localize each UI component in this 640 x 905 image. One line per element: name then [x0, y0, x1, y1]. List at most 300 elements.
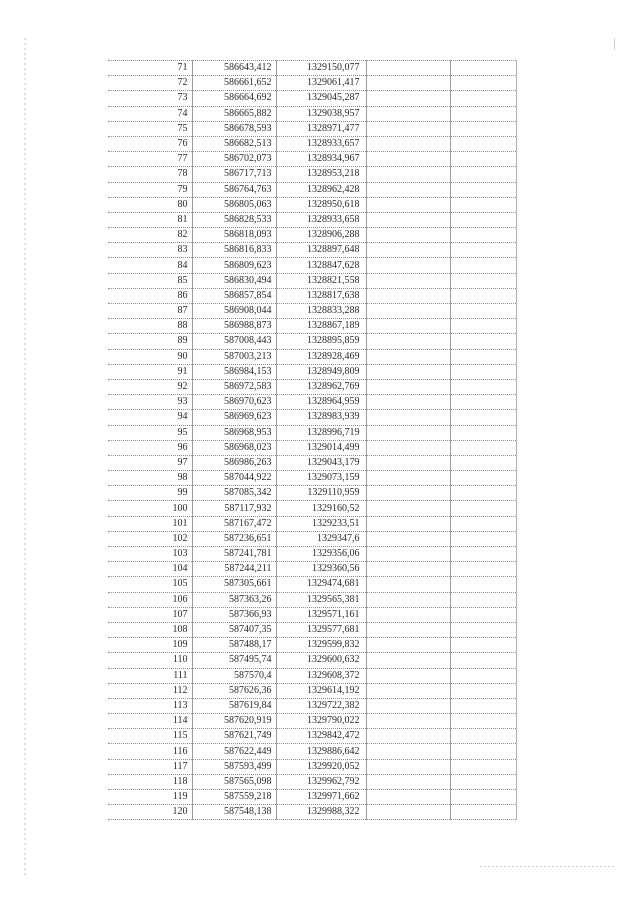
point-number-cell: 73	[108, 91, 192, 106]
point-number-cell: 93	[108, 395, 192, 410]
x-coordinate-cell: 587488,17	[192, 638, 276, 653]
empty-cell	[450, 440, 516, 455]
y-coordinate-cell: 1328933,658	[276, 212, 366, 227]
x-coordinate-cell: 587366,93	[192, 607, 276, 622]
y-coordinate-cell: 1328934,967	[276, 152, 366, 167]
x-coordinate-cell: 587167,472	[192, 516, 276, 531]
y-coordinate-cell: 1329886,642	[276, 744, 366, 759]
empty-cell	[366, 714, 450, 729]
table-row	[108, 653, 516, 668]
table-row	[108, 334, 516, 349]
x-coordinate-cell: 586665,882	[192, 106, 276, 121]
table-row	[108, 440, 516, 455]
table-row	[108, 592, 516, 607]
table-row	[108, 228, 516, 243]
x-coordinate-cell: 586661,652	[192, 76, 276, 91]
empty-cell	[366, 319, 450, 334]
empty-cell	[366, 334, 450, 349]
table-row	[108, 805, 516, 820]
y-coordinate-cell: 1329614,192	[276, 683, 366, 698]
empty-cell	[366, 106, 450, 121]
x-coordinate-cell: 587619,84	[192, 698, 276, 713]
x-coordinate-cell: 586678,593	[192, 121, 276, 136]
point-number-cell: 84	[108, 258, 192, 273]
y-coordinate-cell: 1329043,179	[276, 455, 366, 470]
empty-cell	[450, 653, 516, 668]
empty-cell	[450, 152, 516, 167]
x-coordinate-cell: 586818,093	[192, 228, 276, 243]
empty-cell	[366, 638, 450, 653]
table-row	[108, 76, 516, 91]
y-coordinate-cell: 1329962,792	[276, 774, 366, 789]
scan-edge-bottom	[480, 866, 616, 867]
point-number-cell: 102	[108, 531, 192, 546]
empty-cell	[366, 577, 450, 592]
point-number-cell: 76	[108, 136, 192, 151]
empty-cell	[366, 440, 450, 455]
table-row	[108, 182, 516, 197]
table-row	[108, 243, 516, 258]
empty-cell	[366, 91, 450, 106]
empty-cell	[366, 152, 450, 167]
empty-cell	[450, 288, 516, 303]
x-coordinate-cell: 586857,854	[192, 288, 276, 303]
point-number-cell: 87	[108, 304, 192, 319]
y-coordinate-cell: 1328867,189	[276, 319, 366, 334]
empty-cell	[366, 501, 450, 516]
x-coordinate-cell: 587593,499	[192, 759, 276, 774]
y-coordinate-cell: 1329565,381	[276, 592, 366, 607]
empty-cell	[450, 698, 516, 713]
y-coordinate-cell: 1329014,499	[276, 440, 366, 455]
x-coordinate-cell: 587044,922	[192, 471, 276, 486]
y-coordinate-cell: 1328996,719	[276, 425, 366, 440]
empty-cell	[366, 805, 450, 820]
y-coordinate-cell: 1328964,959	[276, 395, 366, 410]
empty-cell	[450, 531, 516, 546]
x-coordinate-cell: 587565,098	[192, 774, 276, 789]
x-coordinate-cell: 587244,211	[192, 562, 276, 577]
point-number-cell: 95	[108, 425, 192, 440]
empty-cell	[366, 516, 450, 531]
table-row	[108, 607, 516, 622]
y-coordinate-cell: 1328847,628	[276, 258, 366, 273]
table-row	[108, 455, 516, 470]
empty-cell	[366, 410, 450, 425]
x-coordinate-cell: 587559,218	[192, 790, 276, 805]
point-number-cell: 91	[108, 364, 192, 379]
table-row	[108, 744, 516, 759]
point-number-cell: 101	[108, 516, 192, 531]
x-coordinate-cell: 586816,833	[192, 243, 276, 258]
table-row	[108, 304, 516, 319]
empty-cell	[450, 683, 516, 698]
empty-cell	[450, 425, 516, 440]
y-coordinate-cell: 1329988,322	[276, 805, 366, 820]
empty-cell	[450, 258, 516, 273]
empty-cell	[450, 759, 516, 774]
empty-cell	[366, 364, 450, 379]
table-row	[108, 91, 516, 106]
point-number-cell: 77	[108, 152, 192, 167]
point-number-cell: 113	[108, 698, 192, 713]
empty-cell	[450, 562, 516, 577]
empty-cell	[366, 167, 450, 182]
empty-cell	[366, 759, 450, 774]
y-coordinate-cell: 1328971,477	[276, 121, 366, 136]
y-coordinate-cell: 1329608,372	[276, 668, 366, 683]
empty-cell	[450, 395, 516, 410]
point-number-cell: 98	[108, 471, 192, 486]
empty-cell	[450, 714, 516, 729]
table-row	[108, 501, 516, 516]
x-coordinate-cell: 586908,044	[192, 304, 276, 319]
empty-cell	[366, 121, 450, 136]
table-row	[108, 258, 516, 273]
point-number-cell: 104	[108, 562, 192, 577]
point-number-cell: 103	[108, 547, 192, 562]
empty-cell	[450, 212, 516, 227]
x-coordinate-cell: 586969,623	[192, 410, 276, 425]
x-coordinate-cell: 586682,513	[192, 136, 276, 151]
table-row	[108, 136, 516, 151]
y-coordinate-cell: 1328906,288	[276, 228, 366, 243]
empty-cell	[366, 182, 450, 197]
empty-cell	[366, 258, 450, 273]
empty-cell	[450, 607, 516, 622]
point-number-cell: 89	[108, 334, 192, 349]
point-number-cell: 107	[108, 607, 192, 622]
table-row	[108, 516, 516, 531]
empty-cell	[450, 486, 516, 501]
y-coordinate-cell: 1329110,959	[276, 486, 366, 501]
point-number-cell: 108	[108, 622, 192, 637]
empty-cell	[450, 744, 516, 759]
empty-cell	[450, 319, 516, 334]
empty-cell	[366, 273, 450, 288]
empty-cell	[366, 531, 450, 546]
table-row	[108, 288, 516, 303]
point-number-cell: 82	[108, 228, 192, 243]
table-row	[108, 273, 516, 288]
point-number-cell: 88	[108, 319, 192, 334]
table-row	[108, 790, 516, 805]
empty-cell	[450, 243, 516, 258]
table-row	[108, 61, 516, 76]
y-coordinate-cell: 1328962,769	[276, 379, 366, 394]
point-number-cell: 119	[108, 790, 192, 805]
y-coordinate-cell: 1328953,218	[276, 167, 366, 182]
scan-edge-left	[24, 38, 26, 878]
coordinates-table	[108, 60, 517, 820]
empty-cell	[366, 744, 450, 759]
x-coordinate-cell: 587548,138	[192, 805, 276, 820]
empty-cell	[450, 76, 516, 91]
y-coordinate-cell: 1329347,6	[276, 531, 366, 546]
table-row	[108, 152, 516, 167]
x-coordinate-cell: 586717,713	[192, 167, 276, 182]
y-coordinate-cell: 1329073,159	[276, 471, 366, 486]
y-coordinate-cell: 1329160,52	[276, 501, 366, 516]
table-row	[108, 121, 516, 136]
empty-cell	[450, 471, 516, 486]
empty-cell	[366, 455, 450, 470]
point-number-cell: 85	[108, 273, 192, 288]
empty-cell	[366, 562, 450, 577]
point-number-cell: 117	[108, 759, 192, 774]
empty-cell	[366, 683, 450, 698]
point-number-cell: 80	[108, 197, 192, 212]
x-coordinate-cell: 586664,692	[192, 91, 276, 106]
y-coordinate-cell: 1328962,428	[276, 182, 366, 197]
table-row	[108, 562, 516, 577]
empty-cell	[366, 729, 450, 744]
empty-cell	[450, 197, 516, 212]
point-number-cell: 86	[108, 288, 192, 303]
x-coordinate-cell: 586986,263	[192, 455, 276, 470]
point-number-cell: 72	[108, 76, 192, 91]
empty-cell	[366, 668, 450, 683]
y-coordinate-cell: 1328833,288	[276, 304, 366, 319]
point-number-cell: 75	[108, 121, 192, 136]
point-number-cell: 120	[108, 805, 192, 820]
y-coordinate-cell: 1329722,382	[276, 698, 366, 713]
x-coordinate-cell: 586968,023	[192, 440, 276, 455]
empty-cell	[450, 349, 516, 364]
table-row	[108, 759, 516, 774]
x-coordinate-cell: 586988,873	[192, 319, 276, 334]
x-coordinate-cell: 587495,74	[192, 653, 276, 668]
empty-cell	[450, 61, 516, 76]
x-coordinate-cell: 586643,412	[192, 61, 276, 76]
empty-cell	[450, 668, 516, 683]
empty-cell	[450, 364, 516, 379]
point-number-cell: 106	[108, 592, 192, 607]
y-coordinate-cell: 1329038,957	[276, 106, 366, 121]
y-coordinate-cell: 1328983,939	[276, 410, 366, 425]
y-coordinate-cell: 1329474,681	[276, 577, 366, 592]
empty-cell	[366, 471, 450, 486]
table-row	[108, 319, 516, 334]
point-number-cell: 94	[108, 410, 192, 425]
y-coordinate-cell: 1329571,161	[276, 607, 366, 622]
x-coordinate-cell: 587626,36	[192, 683, 276, 698]
table-row	[108, 349, 516, 364]
y-coordinate-cell: 1329790,022	[276, 714, 366, 729]
empty-cell	[366, 379, 450, 394]
y-coordinate-cell: 1329045,287	[276, 91, 366, 106]
point-number-cell: 90	[108, 349, 192, 364]
table-row	[108, 471, 516, 486]
empty-cell	[366, 486, 450, 501]
empty-cell	[450, 622, 516, 637]
y-coordinate-cell: 1328895,859	[276, 334, 366, 349]
y-coordinate-cell: 1329356,06	[276, 547, 366, 562]
point-number-cell: 79	[108, 182, 192, 197]
empty-cell	[366, 136, 450, 151]
table-row	[108, 410, 516, 425]
x-coordinate-cell: 586970,623	[192, 395, 276, 410]
point-number-cell: 97	[108, 455, 192, 470]
x-coordinate-cell: 586968,953	[192, 425, 276, 440]
y-coordinate-cell: 1328949,809	[276, 364, 366, 379]
empty-cell	[366, 243, 450, 258]
table-row	[108, 714, 516, 729]
empty-cell	[450, 182, 516, 197]
point-number-cell: 78	[108, 167, 192, 182]
y-coordinate-cell: 1328928,469	[276, 349, 366, 364]
point-number-cell: 99	[108, 486, 192, 501]
empty-cell	[450, 304, 516, 319]
point-number-cell: 71	[108, 61, 192, 76]
point-number-cell: 110	[108, 653, 192, 668]
table-row	[108, 486, 516, 501]
empty-cell	[366, 76, 450, 91]
x-coordinate-cell: 586764,763	[192, 182, 276, 197]
empty-cell	[450, 516, 516, 531]
x-coordinate-cell: 587085,342	[192, 486, 276, 501]
table-row	[108, 395, 516, 410]
empty-cell	[450, 91, 516, 106]
empty-cell	[450, 455, 516, 470]
table-row	[108, 729, 516, 744]
table-row	[108, 547, 516, 562]
table-row	[108, 577, 516, 592]
empty-cell	[450, 228, 516, 243]
empty-cell	[366, 622, 450, 637]
empty-cell	[450, 592, 516, 607]
empty-cell	[366, 349, 450, 364]
empty-cell	[450, 638, 516, 653]
y-coordinate-cell: 1328933,657	[276, 136, 366, 151]
empty-cell	[366, 653, 450, 668]
point-number-cell: 114	[108, 714, 192, 729]
x-coordinate-cell: 587570,4	[192, 668, 276, 683]
point-number-cell: 74	[108, 106, 192, 121]
table-row	[108, 212, 516, 227]
table-row	[108, 379, 516, 394]
x-coordinate-cell: 587003,213	[192, 349, 276, 364]
empty-cell	[366, 698, 450, 713]
empty-cell	[366, 592, 450, 607]
x-coordinate-cell: 586809,623	[192, 258, 276, 273]
empty-cell	[366, 607, 450, 622]
x-coordinate-cell: 587236,651	[192, 531, 276, 546]
y-coordinate-cell: 1329842,472	[276, 729, 366, 744]
empty-cell	[450, 790, 516, 805]
table-row	[108, 668, 516, 683]
empty-cell	[450, 334, 516, 349]
coordinates-table-body	[108, 61, 516, 820]
table-row	[108, 622, 516, 637]
empty-cell	[450, 729, 516, 744]
x-coordinate-cell: 587305,661	[192, 577, 276, 592]
x-coordinate-cell: 587620,919	[192, 714, 276, 729]
empty-cell	[366, 790, 450, 805]
x-coordinate-cell: 586805,063	[192, 197, 276, 212]
empty-cell	[450, 167, 516, 182]
empty-cell	[366, 547, 450, 562]
x-coordinate-cell: 586828,533	[192, 212, 276, 227]
x-coordinate-cell: 586830,494	[192, 273, 276, 288]
y-coordinate-cell: 1329577,681	[276, 622, 366, 637]
x-coordinate-cell: 587407,35	[192, 622, 276, 637]
y-coordinate-cell: 1329600,632	[276, 653, 366, 668]
scan-edge-right	[614, 38, 615, 50]
x-coordinate-cell: 586702,073	[192, 152, 276, 167]
table-row	[108, 364, 516, 379]
empty-cell	[450, 577, 516, 592]
point-number-cell: 111	[108, 668, 192, 683]
empty-cell	[366, 395, 450, 410]
point-number-cell: 118	[108, 774, 192, 789]
empty-cell	[450, 106, 516, 121]
point-number-cell: 100	[108, 501, 192, 516]
y-coordinate-cell: 1329061,417	[276, 76, 366, 91]
empty-cell	[450, 273, 516, 288]
y-coordinate-cell: 1329971,662	[276, 790, 366, 805]
x-coordinate-cell: 587621,749	[192, 729, 276, 744]
point-number-cell: 112	[108, 683, 192, 698]
point-number-cell: 83	[108, 243, 192, 258]
table-row	[108, 531, 516, 546]
empty-cell	[366, 228, 450, 243]
table-row	[108, 197, 516, 212]
empty-cell	[366, 197, 450, 212]
table-row	[108, 167, 516, 182]
x-coordinate-cell: 586972,583	[192, 379, 276, 394]
table-row	[108, 698, 516, 713]
y-coordinate-cell: 1328821,558	[276, 273, 366, 288]
y-coordinate-cell: 1329233,51	[276, 516, 366, 531]
table-row	[108, 638, 516, 653]
empty-cell	[366, 304, 450, 319]
x-coordinate-cell: 587008,443	[192, 334, 276, 349]
x-coordinate-cell: 587622,449	[192, 744, 276, 759]
empty-cell	[450, 501, 516, 516]
point-number-cell: 81	[108, 212, 192, 227]
point-number-cell: 105	[108, 577, 192, 592]
x-coordinate-cell: 587117,932	[192, 501, 276, 516]
x-coordinate-cell: 587241,781	[192, 547, 276, 562]
table-row	[108, 683, 516, 698]
empty-cell	[450, 547, 516, 562]
empty-cell	[450, 121, 516, 136]
empty-cell	[450, 410, 516, 425]
empty-cell	[450, 774, 516, 789]
table-row	[108, 425, 516, 440]
empty-cell	[450, 805, 516, 820]
y-coordinate-cell: 1329150,077	[276, 61, 366, 76]
point-number-cell: 115	[108, 729, 192, 744]
table-row	[108, 106, 516, 121]
point-number-cell: 116	[108, 744, 192, 759]
point-number-cell: 92	[108, 379, 192, 394]
y-coordinate-cell: 1328817,638	[276, 288, 366, 303]
y-coordinate-cell: 1329360,56	[276, 562, 366, 577]
y-coordinate-cell: 1328897,648	[276, 243, 366, 258]
table-row	[108, 774, 516, 789]
empty-cell	[366, 288, 450, 303]
y-coordinate-cell: 1329920,052	[276, 759, 366, 774]
point-number-cell: 96	[108, 440, 192, 455]
y-coordinate-cell: 1328950,618	[276, 197, 366, 212]
empty-cell	[366, 425, 450, 440]
x-coordinate-cell: 587363,26	[192, 592, 276, 607]
x-coordinate-cell: 586984,153	[192, 364, 276, 379]
point-number-cell: 109	[108, 638, 192, 653]
empty-cell	[366, 212, 450, 227]
